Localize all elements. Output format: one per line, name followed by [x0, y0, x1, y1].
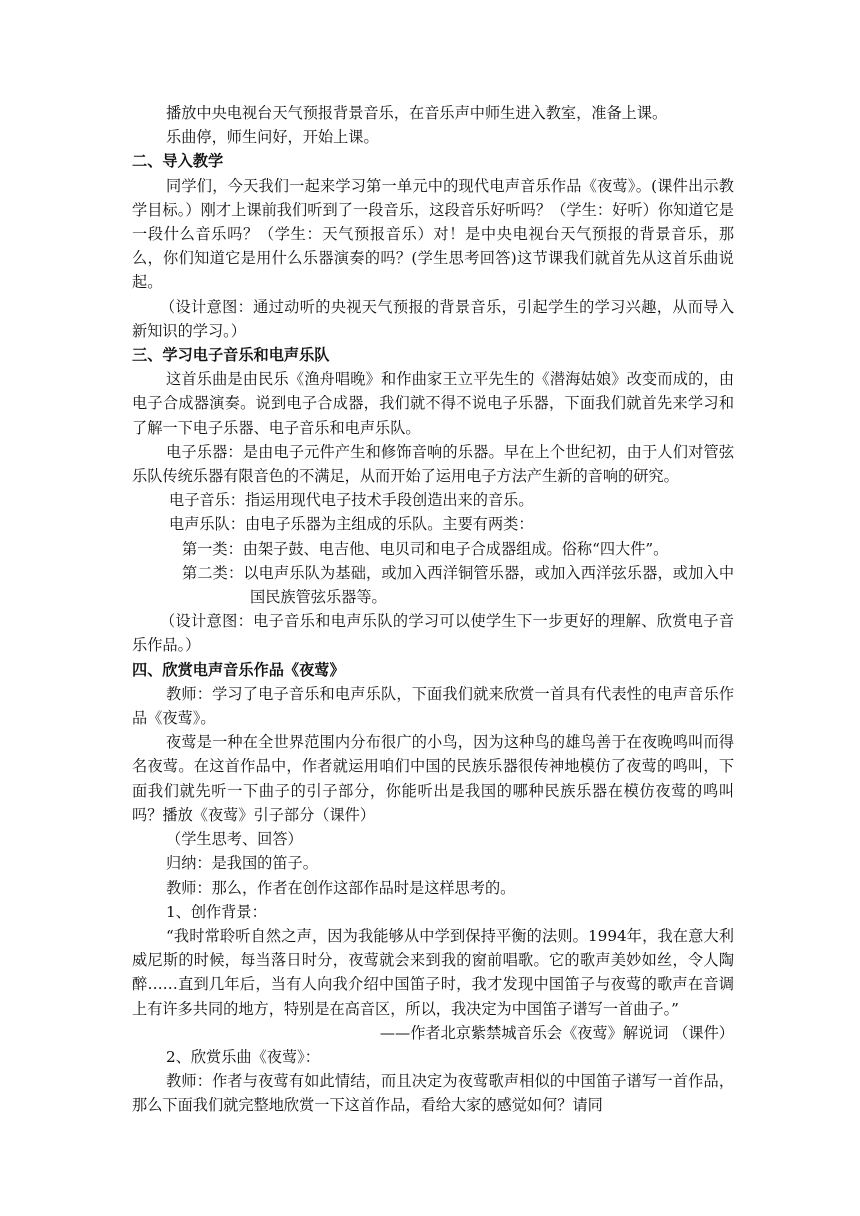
- section-heading: 二、导入教学: [132, 152, 224, 171]
- paragraph: 教师：那么，作者在创作这部作品时是这样思考的。: [166, 878, 516, 897]
- section-heading: 三、学习电子音乐和电声乐队: [132, 346, 330, 365]
- sub-definition-item: 第一类：由架子鼓、电吉他、电贝司和电子合成器组成。俗称“四大件”。: [182, 539, 669, 558]
- design-intent-note: （设计意图：通过动听的央视天气预报的背景音乐，引起学生的学习兴趣，从而导入新知识的学习。）: [132, 297, 734, 340]
- document-page: [132, 101, 734, 1118]
- subsection-label: 2、欣赏乐曲《夜莺》：: [166, 1047, 320, 1066]
- definition-item: 电声乐队：由电子乐器为主组成的乐队。主要有两类：: [169, 515, 534, 534]
- paragraph: 归纳：是我国的笛子。: [166, 854, 318, 873]
- quotation: “我时常聆听自然之声，因为我能够从中学到保持平衡的法则。1994年，我在意大利威尼斯的时候，每当落日时分，夜莺就会来到我的窗前唱歌。它的歌声美妙如丝，令人陶醉……直到几年后，当有人向我介绍中国笛子时，我才发现中国笛子与夜莺的歌声在音调上有许多共同的地方，特别是在高音区，所以，我决定为中国笛子谱写一首曲子。”: [132, 926, 734, 1018]
- section-heading: 四、欣赏电声音乐作品《夜莺》: [132, 660, 345, 679]
- subsection-label: 1、创作背景：: [166, 902, 267, 921]
- paragraph: 电子乐器：是由电子元件产生和修饰音响的乐器。早在上个世纪初，由于人们对管弦乐队传统乐器有限音色的不满足，从而开始了运用电子方法产生新的音响的研究。: [132, 442, 734, 486]
- sub-definition-item: 第二类：以电声乐队为基础，或加入西洋铜管乐器，或加入西洋弦乐器，或加入中国民族管弦乐器等。: [182, 563, 734, 607]
- paragraph: （学生思考、回答）: [166, 830, 303, 849]
- paragraph: 教师：作者与夜莺有如此情结，而且决定为夜莺歌声相似的中国笛子谱写一首作品，那么下面我们就完整地欣赏一下这首作品，看给大家的感觉如何？请同: [132, 1072, 734, 1115]
- paragraph: 这首乐曲是由民乐《渔舟唱晚》和作曲家王立平先生的《潜海姑娘》改变而成的，由电子合成器演奏。说到电子合成器，我们就不得不说电子乐器，下面我们就首先来学习和了解一下电子乐器、电子音乐和电声乐队。: [132, 370, 734, 437]
- definition-item: 电子音乐：指运用现代电子技术手段创造出来的音乐。: [169, 491, 534, 510]
- paragraph: 乐曲停，师生问好，开始上课。: [166, 128, 379, 147]
- paragraph: 同学们，今天我们一起来学习第一单元中的现代电声音乐作品《夜莺》。(课件出示教学目标。）刚才上课前我们听到了一段音乐，这段音乐好听吗？（学生：好听）你知道它是一段什么音乐吗？（学生：天气预报音乐）对！是中央电视台天气预报的背景音乐，那么，你们知道它是用什么乐器演奏的吗？(学生思考回答)这节课我们就首先从这首乐曲说起。: [132, 176, 734, 292]
- paragraph: 教师：学习了电子音乐和电声乐队，下面我们就来欣赏一首具有代表性的电声音乐作品《夜莺》。: [132, 684, 734, 728]
- design-intent-note: （设计意图：电子音乐和电声乐队的学习可以使学生下一步更好的理解、欣赏电子音乐作品。）: [132, 612, 734, 655]
- paragraph: 播放中央电视台天气预报背景音乐，在音乐声中师生进入教室，准备上课。: [166, 104, 668, 122]
- quotation-attribution: ——作者北京紫禁城音乐会《夜莺》解说词 （课件）: [379, 1023, 734, 1042]
- paragraph: 夜莺是一种在全世界范围内分布很广的小鸟，因为这种鸟的雄鸟善于在夜晚鸣叫而得名夜莺。在这首作品中，作者就运用咱们中国的民族乐器很传神地模仿了夜莺的鸣叫，下面我们就先听一下曲子的引子部分，你能听出是我国的哪种民族乐器在模仿夜莺的鸣叫吗？播放《夜莺》引子部分（课件）: [132, 733, 734, 824]
